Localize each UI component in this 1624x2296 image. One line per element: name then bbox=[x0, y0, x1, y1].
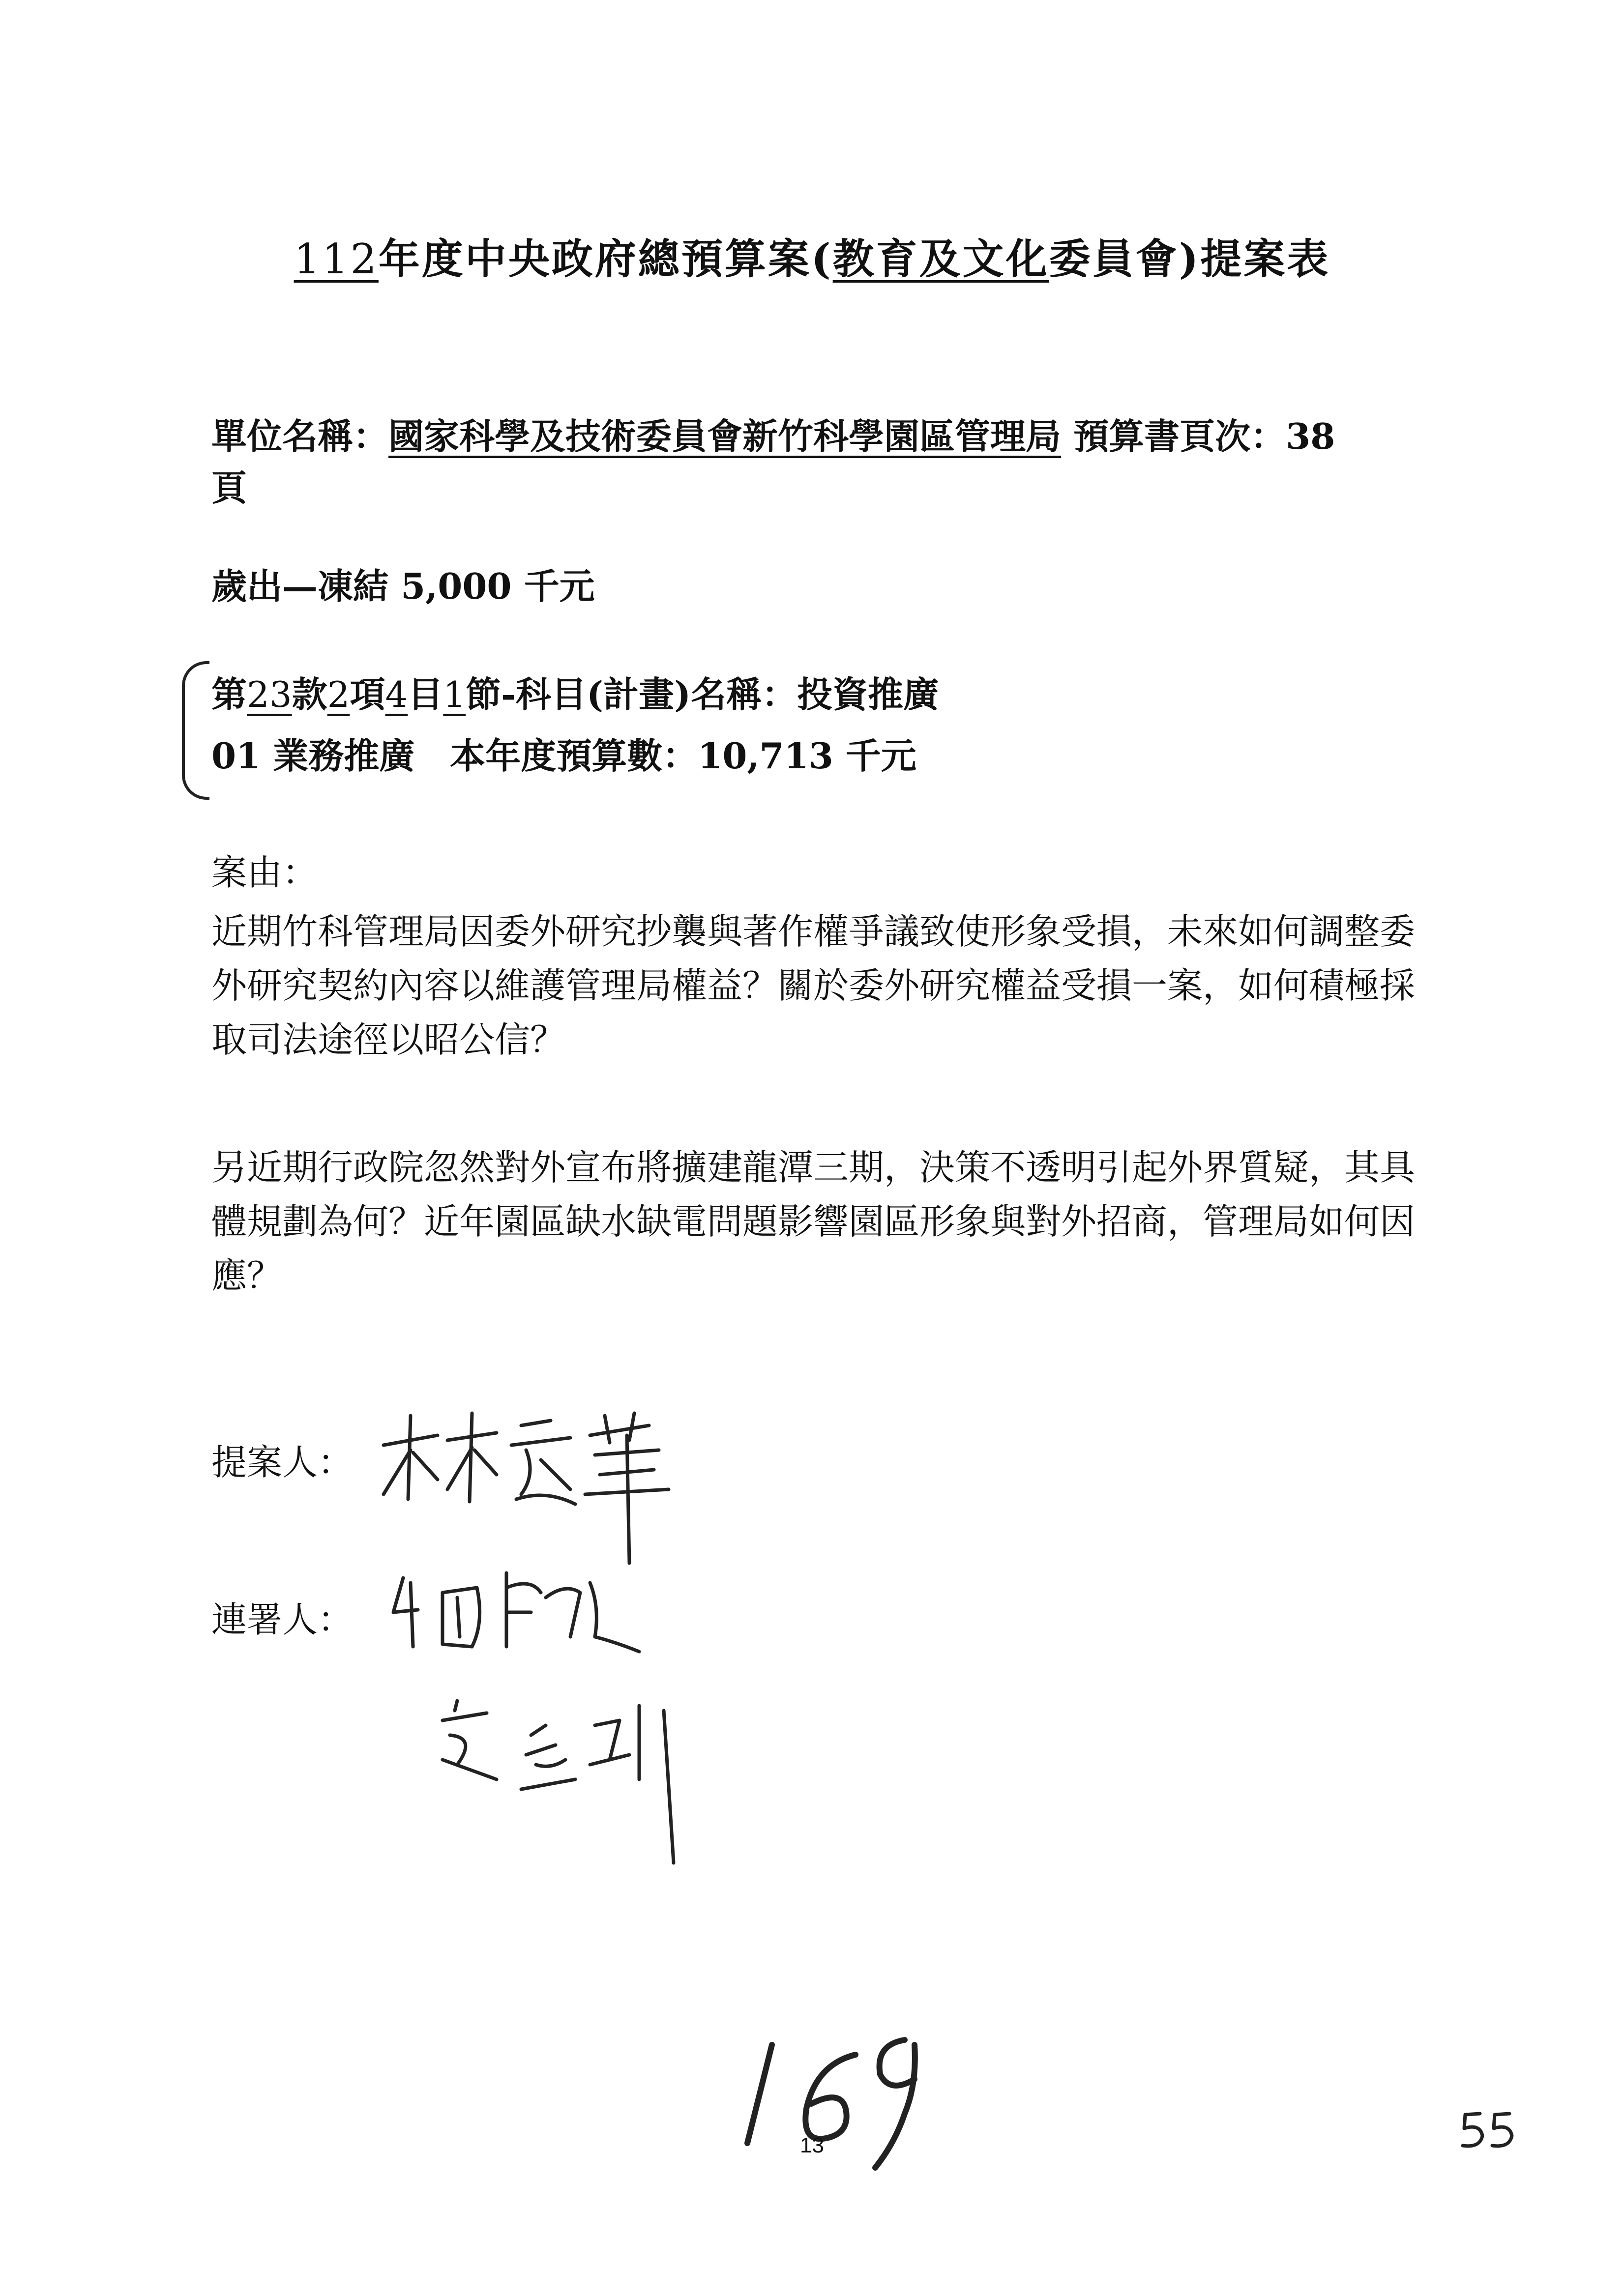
item-mu: 4 bbox=[385, 674, 408, 715]
reason-line: 近期竹科管理局因委外研究抄襲與著作權爭議致使形象受損，未來如何調整委 bbox=[211, 911, 1416, 952]
unit-page-suffix: 頁 bbox=[211, 467, 247, 509]
reason-line: 外研究契約內容以維護管理局權益？關於委外研究權益受損一案，如何積極採 bbox=[211, 965, 1416, 1006]
item-text: 項 bbox=[350, 673, 385, 715]
freeze-line: 歲出—凍結 5,000 千元 bbox=[211, 565, 595, 607]
title-year: 112 bbox=[294, 235, 379, 283]
budget-page-label: 預算書頁次：38 bbox=[1061, 415, 1335, 457]
item-text: 第 bbox=[211, 673, 247, 715]
proposer-label: 提案人： bbox=[211, 1442, 354, 1483]
item-line-1 bbox=[211, 666, 939, 717]
title-pre: 年度中央政府總預算案( bbox=[378, 234, 833, 283]
cosigner-signature-1 bbox=[384, 1563, 679, 1671]
reason-line: 另近期行政院忽然對外宣布將擴建龍潭三期，決策不透明引起外界質疑，其具 bbox=[211, 1147, 1416, 1188]
title-post: 委員會)提案表 bbox=[1049, 234, 1330, 283]
item-xiang: 2 bbox=[327, 674, 350, 715]
corner-mark bbox=[1455, 2109, 1524, 2153]
item-text: 節-科目(計畫)名稱：投資推廣 bbox=[466, 673, 939, 715]
cosigner-signature-2 bbox=[433, 1691, 738, 1868]
title-committee: 教育及文化 bbox=[832, 234, 1049, 283]
reason-label: 案由： bbox=[211, 852, 318, 893]
reason-line: 取司法途徑以昭公信？ bbox=[211, 1019, 566, 1060]
item-kuan: 23 bbox=[247, 674, 292, 715]
unit-name: 國家科學及技術委員會新竹科學園區管理局 bbox=[388, 415, 1062, 457]
item-line-2: 01 業務推廣 本年度預算數：10,713 千元 bbox=[211, 735, 916, 777]
unit-label: 單位名稱： bbox=[211, 415, 389, 457]
reason-line: 應？ bbox=[211, 1255, 283, 1296]
reason-line: 體規劃為何？近年園區缺水缺電問題影響園區形象與對外招商，管理局如何因 bbox=[211, 1201, 1416, 1242]
unit-line bbox=[211, 408, 1335, 459]
item-brace bbox=[182, 661, 209, 800]
item-text: 款 bbox=[292, 673, 327, 715]
page-number: 13 bbox=[800, 2133, 824, 2157]
cosigner-label: 連署人： bbox=[211, 1599, 354, 1640]
item-text: 目 bbox=[408, 673, 443, 715]
item-jie: 1 bbox=[443, 674, 466, 715]
page-title bbox=[0, 226, 1624, 286]
reason-para-1 bbox=[211, 904, 1415, 1067]
reason-para-2 bbox=[211, 1140, 1415, 1303]
proposer-signature bbox=[374, 1406, 688, 1568]
